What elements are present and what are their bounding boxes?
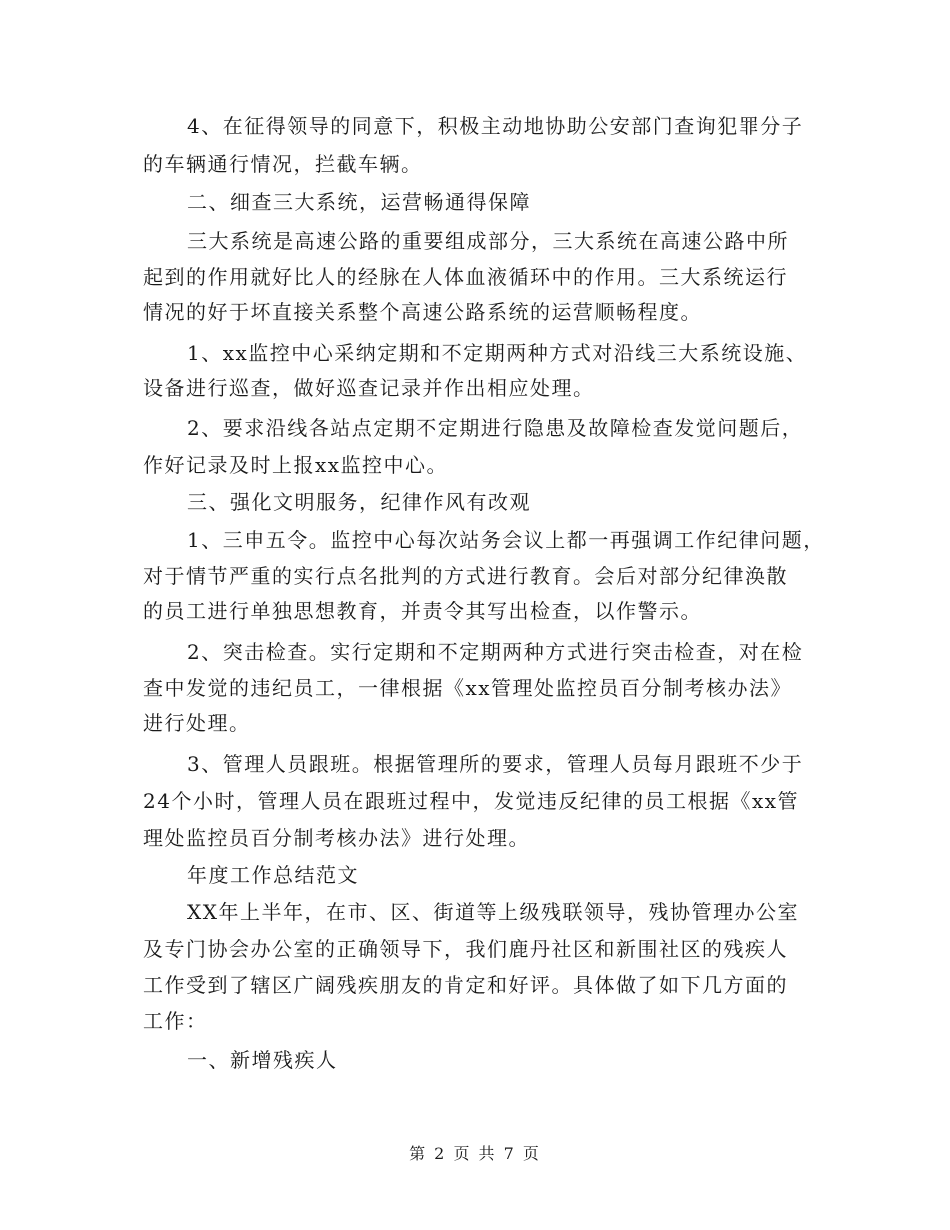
- paragraph-line: 24个小时，管理人员在跟班过程中，发觉违反纪律的员工根据《xx管: [143, 789, 800, 813]
- paragraph-line: 作好记录及时上报xx监控中心。: [143, 453, 449, 477]
- paragraph-line: 设备进行巡查，做好巡查记录并作出相应处理。: [143, 376, 595, 400]
- section-heading: 二、细查三大系统，运营畅通得保障: [187, 190, 531, 214]
- page-number-footer: 第 2 页 共 7 页: [409, 1144, 541, 1163]
- paragraph-line: 1、三申五令。监控中心每次站务会议上都一再强调工作纪律问题，: [187, 528, 825, 552]
- paragraph-line: 2、突击检查。实行定期和不定期两种方式进行突击检查，对在检: [187, 640, 804, 664]
- paragraph-line: 1、xx监控中心采纳定期和不定期两种方式对沿线三大系统设施、: [187, 341, 808, 365]
- paragraph-line: 工作：: [143, 1009, 208, 1033]
- paragraph-line: 进行处理。: [143, 711, 251, 735]
- paragraph-line: 及专门协会办公室的正确领导下，我们鹿丹社区和新围社区的残疾人: [143, 937, 788, 961]
- section-heading: 三、强化文明服务，纪律作风有改观: [187, 490, 531, 514]
- paragraph-line: 理处监控员百分制考核办法》进行处理。: [143, 826, 530, 850]
- paragraph-line: XX年上半年，在市、区、街道等上级残联领导，残协管理办公室: [187, 900, 799, 924]
- section-heading: 年度工作总结范文: [187, 863, 359, 887]
- paragraph-line: 查中发觉的违纪员工，一律根据《xx管理处监控员百分制考核办法》: [143, 676, 793, 700]
- paragraph-line: 的员工进行单独思想教育，并责令其写出检查，以作警示。: [143, 599, 702, 623]
- paragraph-line: 情况的好于坏直接关系整个高速公路系统的运营顺畅程度。: [143, 300, 702, 324]
- paragraph-line: 工作受到了辖区广阔残疾朋友的肯定和好评。具体做了如下几方面的: [143, 973, 788, 997]
- paragraph-line: 4、在征得领导的同意下，积极主动地协助公安部门查询犯罪分子: [187, 114, 804, 138]
- section-heading: 一、新增残疾人: [187, 1048, 338, 1072]
- paragraph-line: 3、管理人员跟班。根据管理所的要求，管理人员每月跟班不少于: [187, 752, 804, 776]
- paragraph-line: 三大系统是高速公路的重要组成部分，三大系统在高速公路中所: [187, 229, 789, 253]
- paragraph-line: 2、要求沿线各站点定期不定期进行隐患及故障检查发觉问题后，: [187, 416, 804, 440]
- paragraph-line: 的车辆通行情况，拦截车辆。: [143, 152, 423, 176]
- paragraph-line: 对于情节严重的实行点名批判的方式进行教育。会后对部分纪律涣散: [143, 564, 788, 588]
- paragraph-line: 起到的作用就好比人的经脉在人体血液循环中的作用。三大系统运行: [143, 265, 788, 289]
